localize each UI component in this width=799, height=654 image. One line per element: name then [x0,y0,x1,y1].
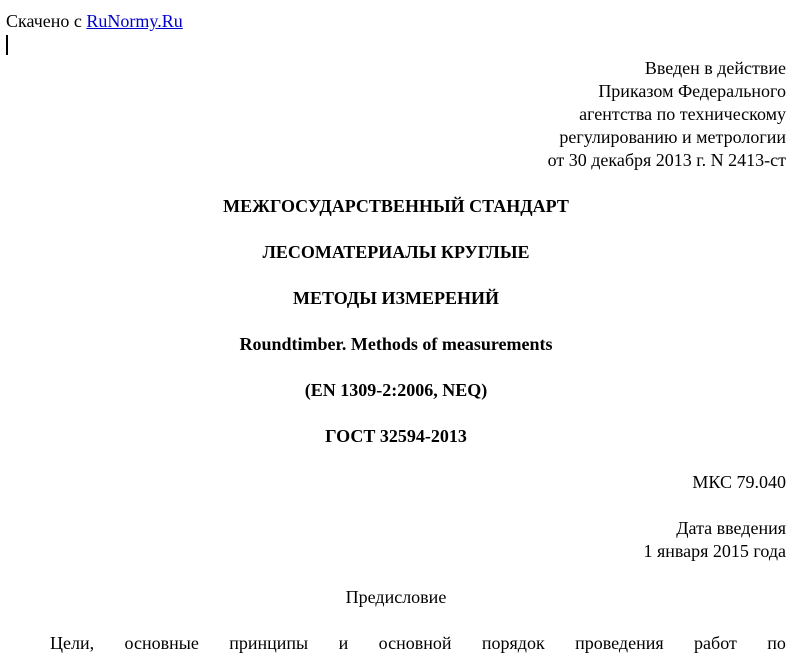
english-title: Roundtimber. Methods of measurements [239,334,553,354]
word: проведения [575,633,664,653]
word: по [767,633,786,653]
word: и [338,633,349,653]
document-title: ЛЕСОМАТЕРИАЛЫ КРУГЛЫЕ [262,242,530,262]
source-line [6,10,183,32]
source-prefix: Скачено с [6,11,87,31]
en-reference: (EN 1309-2:2006, NEQ) [304,380,488,400]
introduction-date: 1 января 2015 года [643,541,786,561]
word: основной [378,633,452,653]
preface-paragraph [50,632,786,654]
approval-block [548,57,786,172]
approval-line: регулированию и метрологии [559,127,786,147]
approval-line: от 30 декабря 2013 г. N 2413-ст [547,150,786,170]
introduction-label: Дата введения [676,518,786,538]
approval-line: Введен в действие [644,58,786,78]
gost-designation: ГОСТ 32594-2013 [325,426,467,446]
approval-line: Приказом Федерального [598,81,786,101]
word: основные [124,633,199,653]
word: порядок [481,633,545,653]
text-caret [6,35,8,55]
mks-code: МКС 79.040 [692,472,786,492]
source-link[interactable]: RuNormy.Ru [86,11,183,31]
document-subtitle: МЕТОДЫ ИЗМЕРЕНИЙ [293,288,499,308]
standard-type: МЕЖГОСУДАРСТВЕННЫЙ СТАНДАРТ [223,196,569,216]
approval-line: агентства по техническому [579,104,786,124]
preface-title: Предисловие [345,587,447,607]
word: работ [694,633,737,653]
word: Цели, [50,633,95,653]
word: принципы [229,633,309,653]
